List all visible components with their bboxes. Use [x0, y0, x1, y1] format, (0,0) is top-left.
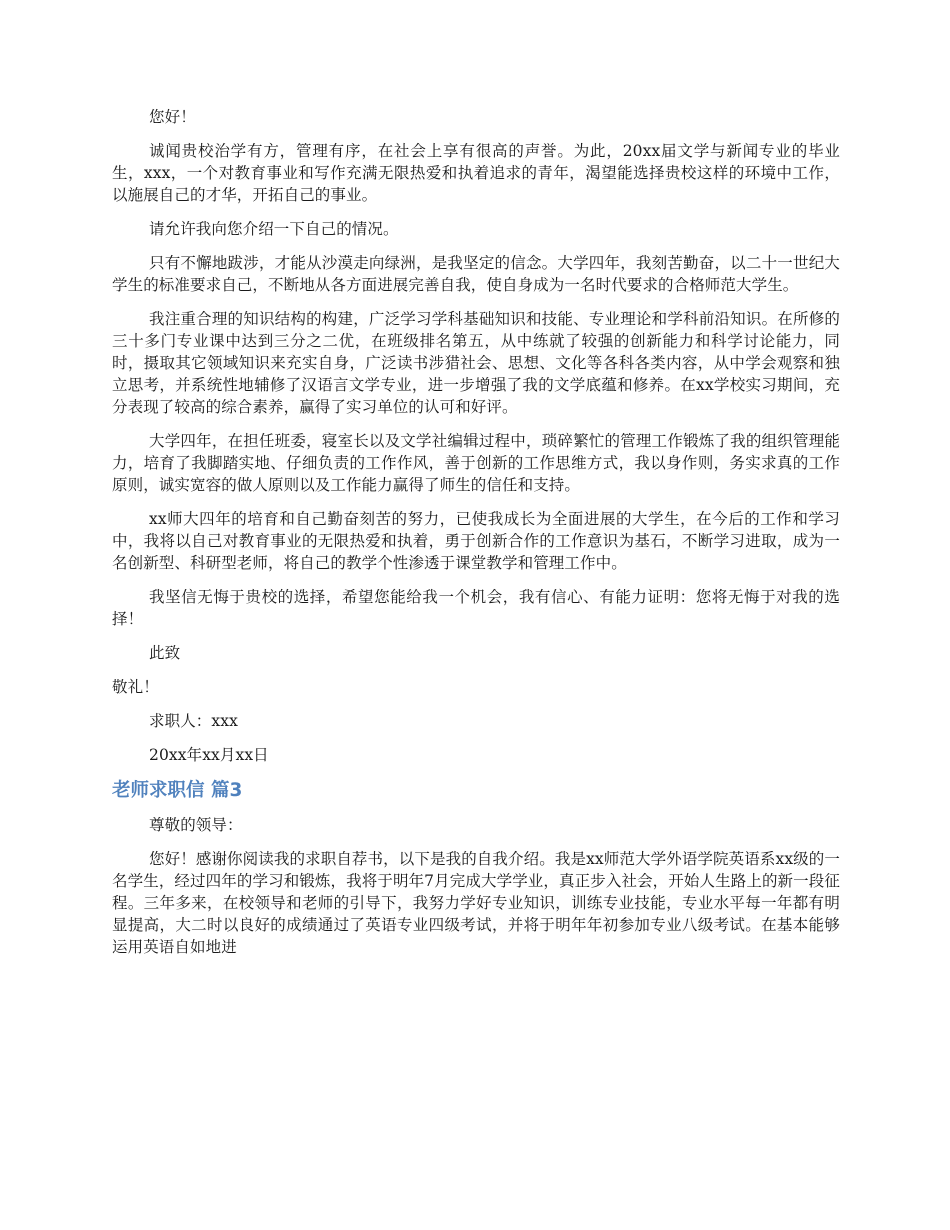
greeting: 您好！ — [149, 108, 196, 126]
paragraph: 请允许我向您介绍一下自己的情况。 — [149, 220, 399, 238]
paragraph: 诚闻贵校治学有方，管理有序，在社会上享有很高的声誉。为此，20xx届文学与新闻专业的毕业生，xxx，一个对教育事业和写作充满无限热爱和执着追求的青年，渴望能选择贵校这样的环境中工作，以施展自己的才华，开拓自己的事业。 — [112, 142, 840, 204]
paragraph: 我注重合理的知识结构的构建，广泛学习学科基础知识和技能、专业理论和学科前沿知识。在所修的三十多门专业课中达到三分之二优，在班级排名第五，从中练就了较强的创新能力和科学讨论能力，同时，摄取其它领域知识来充实自身，广泛读书涉猎社会、思想、文化等各科各类内容，从中学会观察和独立思考，并系统性地辅修了汉语言文学专业，进一步增强了我的文学底蕴和修养。在xx学校实习期间，充分表现了较高的综合素养，赢得了实习单位的认可和好评。 — [112, 310, 840, 416]
paragraph: xx师大四年的培育和自己勤奋刻苦的努力，已使我成长为全面进展的大学生，在今后的工作和学习中，我将以自己对教育事业的无限热爱和执着，勇于创新合作的工作意识为基石，不断学习进取，成为一名创新型、科研型老师，将自己的教学个性渗透于课堂教学和管理工作中。 — [112, 510, 840, 572]
paragraph: 大学四年，在担任班委，寝室长以及文学社编辑过程中，琐碎繁忙的管理工作锻炼了我的组织管理能力，培育了我脚踏实地、仔细负责的工作作风，善于创新的工作思维方式，我以身作则，务实求真的工作原则，诚实宽容的做人原则以及工作能力赢得了师生的信任和支持。 — [112, 432, 840, 494]
paragraph: 只有不懈地跋涉，才能从沙漠走向绿洲，是我坚定的信念。大学四年，我刻苦勤奋，以二十一世纪大学生的标准要求自己，不断地从各方面进展完善自我，使自身成为一名时代要求的合格师范大学生。 — [112, 254, 840, 294]
paragraph: 我坚信无悔于贵校的选择，希望您能给我一个机会，我有信心、有能力证明：您将无悔于对我的选择！ — [112, 588, 840, 628]
section-heading: 老师求职信 篇3 — [112, 780, 243, 801]
salutation: 尊敬的领导： — [149, 816, 243, 834]
closing: 此致 — [149, 644, 181, 662]
signature: 求职人：xxx — [149, 712, 238, 730]
document-page — [112, 106, 840, 970]
paragraph: 您好！感谢你阅读我的求职自荐书，以下是我的自我介绍。我是xx师范大学外语学院英语系xx级的一名学生，经过四年的学习和锻炼，我将于明年7月完成大学学业，真正步入社会，开始人生路上的新一段征程。三年多来，在校领导和老师的引导下，我努力学好专业知识，训练专业技能，专业水平每一年都有明显提高，大二时以良好的成绩通过了英语专业四级考试，并将于明年年初参加专业八级考试。在基本能够运用英语自如地进 — [112, 850, 840, 956]
date: 20xx年xx月xx日 — [149, 746, 269, 764]
salute: 敬礼！ — [112, 678, 159, 696]
